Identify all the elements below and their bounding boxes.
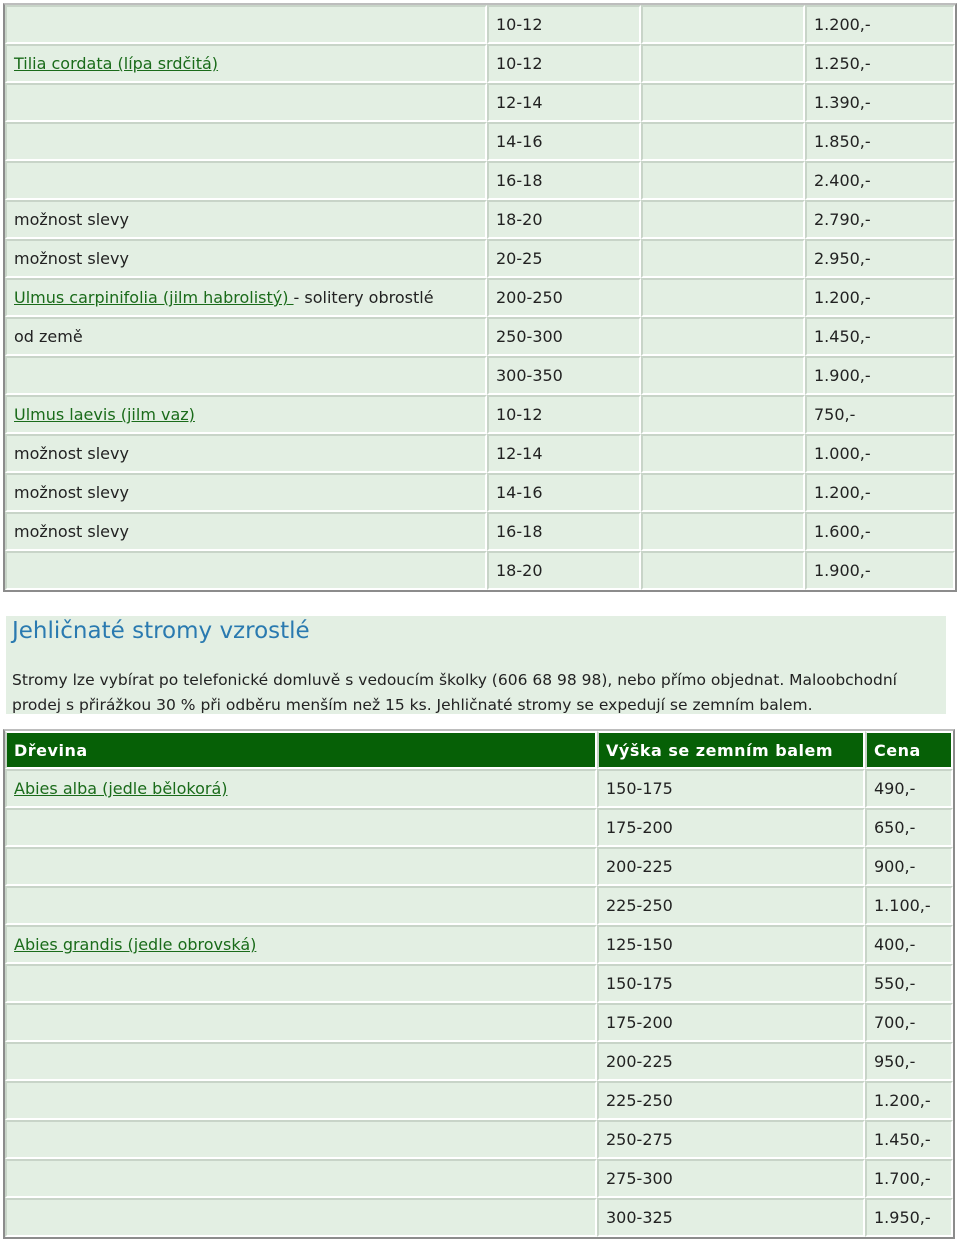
price-cell: 1.850,- <box>805 122 955 161</box>
tree-name-cell <box>5 317 487 356</box>
height-cell: 200-225 <box>597 847 865 886</box>
size-cell: 14-16 <box>487 473 641 512</box>
tree-name-link[interactable]: Ulmus carpinifolia (jilm habrolistý) <box>14 288 294 307</box>
empty-cell <box>641 317 805 356</box>
tree-name-cell <box>5 551 487 590</box>
price-cell: 1.900,- <box>805 356 955 395</box>
table-row <box>5 847 953 886</box>
price-cell: 490,- <box>865 769 953 808</box>
price-cell: 1.390,- <box>805 83 955 122</box>
empty-cell <box>641 161 805 200</box>
tree-name-cell <box>5 356 487 395</box>
size-cell: 200-250 <box>487 278 641 317</box>
size-cell: 18-20 <box>487 551 641 590</box>
table-row <box>5 395 955 434</box>
tree-name-cell <box>5 200 487 239</box>
tree-name-link[interactable]: Abies grandis (jedle obrovská) <box>14 935 257 954</box>
table-row <box>5 1003 953 1042</box>
height-cell: 175-200 <box>597 1003 865 1042</box>
tree-name-cell <box>5 1042 597 1081</box>
price-cell: 1.200,- <box>805 278 955 317</box>
table-row <box>5 317 955 356</box>
tree-name-cell[interactable] <box>5 278 487 317</box>
tree-note: možnost slevy <box>14 522 129 541</box>
tree-note: - solitery obrostlé <box>293 288 434 307</box>
height-cell: 225-250 <box>597 886 865 925</box>
table-row <box>5 434 955 473</box>
tree-name-cell[interactable] <box>5 769 597 808</box>
empty-cell <box>641 200 805 239</box>
table-row <box>5 808 953 847</box>
price-cell: 1.900,- <box>805 551 955 590</box>
tree-note: od země <box>14 327 83 346</box>
empty-cell <box>641 473 805 512</box>
height-cell: 250-275 <box>597 1120 865 1159</box>
tree-name-cell[interactable] <box>5 925 597 964</box>
table-row <box>5 5 955 44</box>
price-cell: 650,- <box>865 808 953 847</box>
price-cell: 550,- <box>865 964 953 1003</box>
column-header-price: Cena <box>865 731 953 769</box>
tree-name-cell <box>5 473 487 512</box>
tree-name-cell <box>5 1081 597 1120</box>
price-cell: 950,- <box>865 1042 953 1081</box>
tree-name-cell <box>5 964 597 1003</box>
table-row <box>5 1159 953 1198</box>
price-cell: 400,- <box>865 925 953 964</box>
table-row <box>5 925 953 964</box>
height-cell: 200-225 <box>597 1042 865 1081</box>
tree-name-cell <box>5 512 487 551</box>
tree-note: možnost slevy <box>14 249 129 268</box>
section-heading: Jehličnaté stromy vzrostlé <box>12 618 310 644</box>
price-cell: 2.790,- <box>805 200 955 239</box>
tree-name-cell <box>5 847 597 886</box>
price-cell: 1.950,- <box>865 1198 953 1237</box>
empty-cell <box>641 5 805 44</box>
table-row <box>5 44 955 83</box>
size-cell: 16-18 <box>487 512 641 551</box>
price-cell: 2.950,- <box>805 239 955 278</box>
price-cell: 1.700,- <box>865 1159 953 1198</box>
price-cell: 1.450,- <box>805 317 955 356</box>
deciduous-table-body <box>5 5 955 590</box>
table-row <box>5 1198 953 1237</box>
tree-name-cell <box>5 434 487 473</box>
tree-name-cell <box>5 1003 597 1042</box>
deciduous-price-table <box>3 3 957 592</box>
tree-name-link[interactable]: Ulmus laevis (jilm vaz) <box>14 405 195 424</box>
tree-name-cell <box>5 1120 597 1159</box>
price-cell: 1.450,- <box>865 1120 953 1159</box>
table-row <box>5 1081 953 1120</box>
size-cell: 18-20 <box>487 200 641 239</box>
height-cell: 150-175 <box>597 769 865 808</box>
table-row <box>5 1042 953 1081</box>
tree-name-cell <box>5 239 487 278</box>
tree-name-cell <box>5 5 487 44</box>
size-cell: 10-12 <box>487 44 641 83</box>
conifer-table-body <box>5 769 953 1237</box>
price-cell: 900,- <box>865 847 953 886</box>
table-row <box>5 769 953 808</box>
empty-cell <box>641 278 805 317</box>
height-cell: 150-175 <box>597 964 865 1003</box>
size-cell: 20-25 <box>487 239 641 278</box>
tree-name-cell[interactable] <box>5 395 487 434</box>
table-row <box>5 356 955 395</box>
tree-name-cell <box>5 1198 597 1237</box>
empty-cell <box>641 395 805 434</box>
empty-cell <box>641 122 805 161</box>
size-cell: 10-12 <box>487 395 641 434</box>
price-cell: 1.250,- <box>805 44 955 83</box>
tree-name-cell <box>5 808 597 847</box>
empty-cell <box>641 239 805 278</box>
table-row <box>5 964 953 1003</box>
price-cell: 700,- <box>865 1003 953 1042</box>
tree-name-cell <box>5 122 487 161</box>
table-row <box>5 122 955 161</box>
size-cell: 250-300 <box>487 317 641 356</box>
conifer-info-box <box>6 616 946 714</box>
size-cell: 14-16 <box>487 122 641 161</box>
column-header-tree: Dřevina <box>5 731 597 769</box>
empty-cell <box>641 356 805 395</box>
size-cell: 300-350 <box>487 356 641 395</box>
size-cell: 16-18 <box>487 161 641 200</box>
height-cell: 225-250 <box>597 1081 865 1120</box>
price-cell: 1.600,- <box>805 512 955 551</box>
tree-name-cell <box>5 886 597 925</box>
price-cell: 1.200,- <box>805 473 955 512</box>
size-cell: 10-12 <box>487 5 641 44</box>
conifer-price-table <box>3 729 955 1239</box>
table-row <box>5 512 955 551</box>
height-cell: 300-325 <box>597 1198 865 1237</box>
table-row <box>5 886 953 925</box>
table-row <box>5 83 955 122</box>
table-row <box>5 473 955 512</box>
size-cell: 12-14 <box>487 83 641 122</box>
tree-name-cell <box>5 83 487 122</box>
price-cell: 750,- <box>805 395 955 434</box>
table-row <box>5 200 955 239</box>
table-header-row <box>5 731 953 769</box>
size-cell: 12-14 <box>487 434 641 473</box>
table-row <box>5 1120 953 1159</box>
table-row <box>5 278 955 317</box>
table-row <box>5 239 955 278</box>
price-cell: 1.200,- <box>805 5 955 44</box>
tree-name-cell <box>5 1159 597 1198</box>
height-cell: 275-300 <box>597 1159 865 1198</box>
empty-cell <box>641 44 805 83</box>
empty-cell <box>641 434 805 473</box>
empty-cell <box>641 512 805 551</box>
price-cell: 1.200,- <box>865 1081 953 1120</box>
height-cell: 175-200 <box>597 808 865 847</box>
section-description: Stromy lze vybírat po telefonické domluvě s vedoucím školky (606 68 98 98), nebo přímo objednat. Maloobchodní prodej s přirážkou 30 % při odběru menším než 15 ks. Jehličnaté stromy se expedují se zemním balem. <box>12 671 897 714</box>
tree-name-cell[interactable] <box>5 44 487 83</box>
height-cell: 125-150 <box>597 925 865 964</box>
empty-cell <box>641 83 805 122</box>
price-cell: 1.000,- <box>805 434 955 473</box>
table-row <box>5 551 955 590</box>
column-header-height: Výška se zemním balem <box>597 731 865 769</box>
tree-note: možnost slevy <box>14 444 129 463</box>
table-row <box>5 161 955 200</box>
tree-note: možnost slevy <box>14 210 129 229</box>
tree-name-link[interactable]: Abies alba (jedle bělokorá) <box>14 779 228 798</box>
empty-cell <box>641 551 805 590</box>
price-cell: 1.100,- <box>865 886 953 925</box>
tree-name-link[interactable]: Tilia cordata (lípa srdčitá) <box>14 54 219 73</box>
tree-note: možnost slevy <box>14 483 129 502</box>
price-cell: 2.400,- <box>805 161 955 200</box>
tree-name-cell <box>5 161 487 200</box>
